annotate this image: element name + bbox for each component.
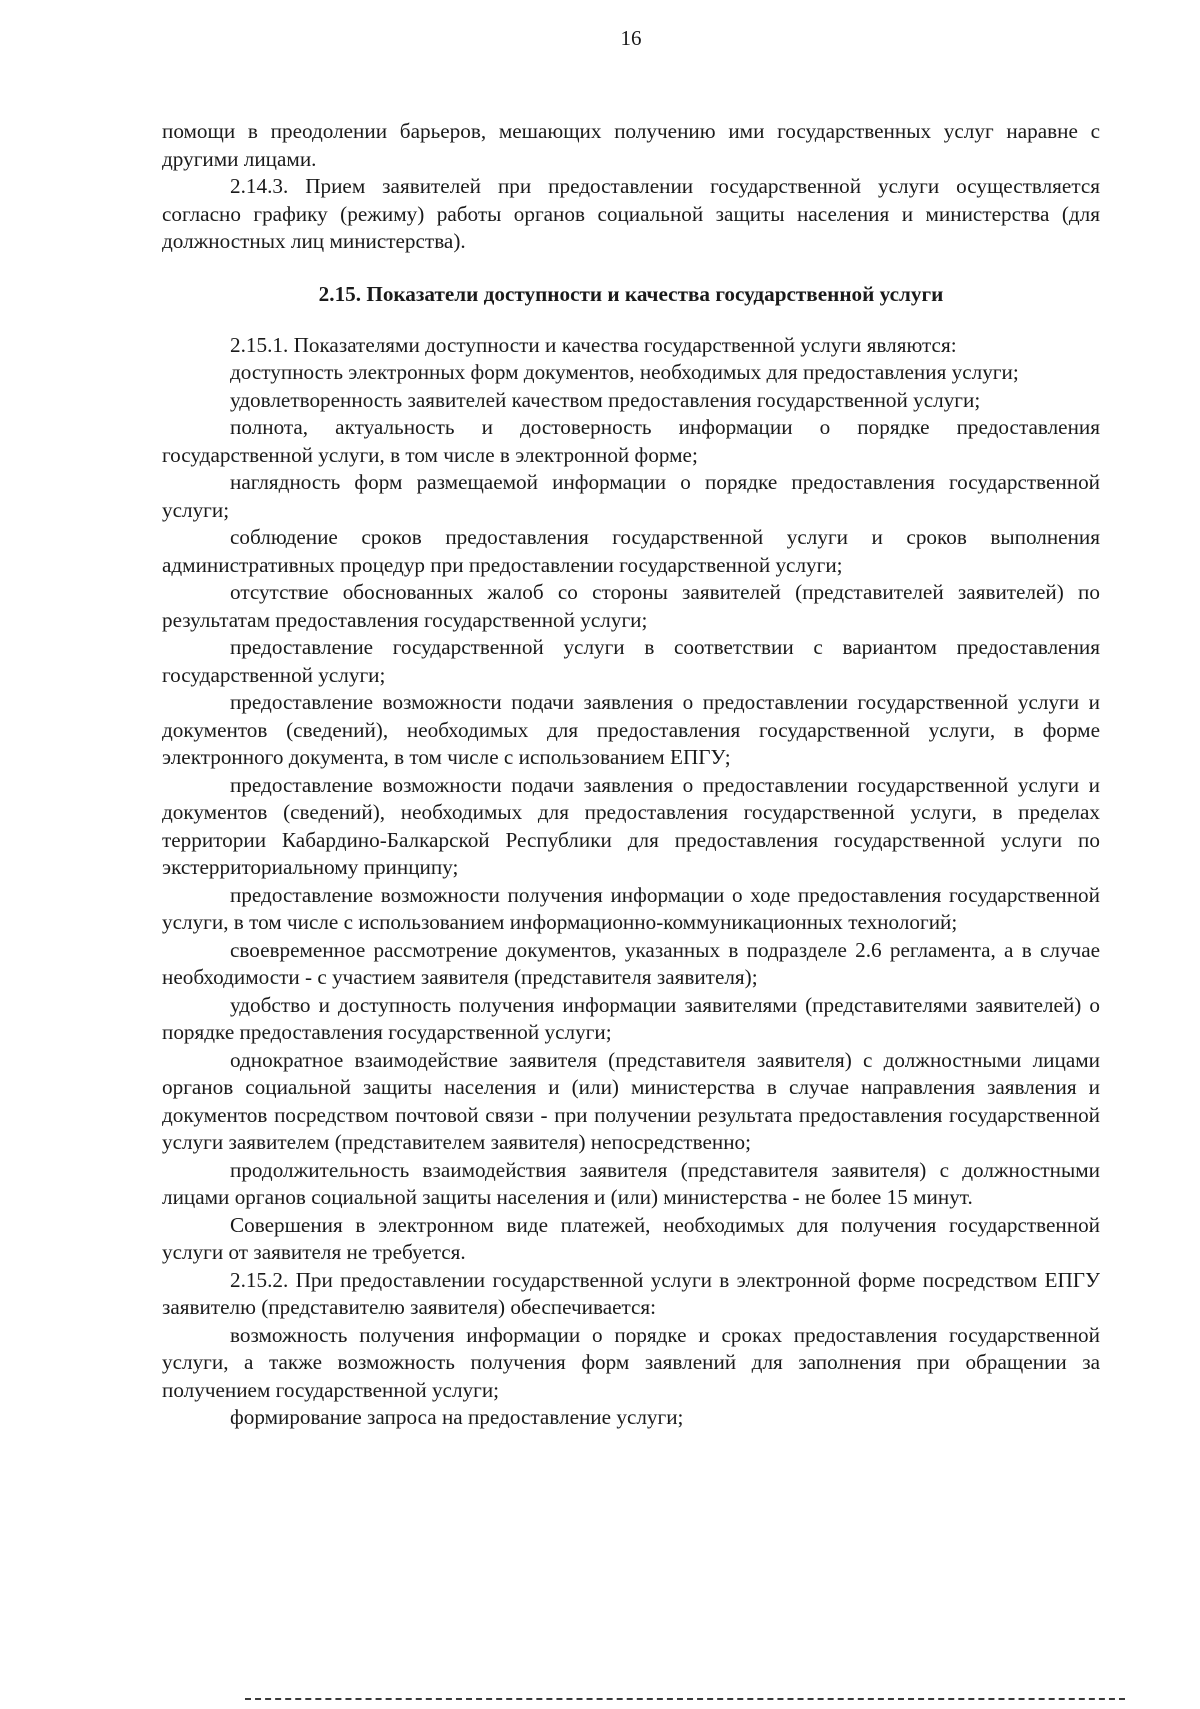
- paragraph: 2.14.3. Прием заявителей при предоставлении государственной услуги осуществляется согласно графику (режиму) работы органов социальной защиты населения и министерства (для должностных лиц министерства).: [162, 174, 1100, 253]
- section-heading: 2.15. Показатели доступности и качества государственной услуги: [318, 281, 944, 306]
- paragraph: своевременное рассмотрение документов, указанных в подразделе 2.6 регламента, а в случае необходимости - с участием заявителя (представителя заявителя);: [162, 937, 1100, 989]
- paragraph: удобство и доступность получения информации заявителями (представителями заявителей) о порядке предоставления государственной услуги;: [162, 992, 1100, 1044]
- paragraph: отсутствие обоснованных жалоб со стороны заявителей (представителей заявителей) по результатам предоставления государственной услуги;: [162, 580, 1100, 632]
- paragraph: соблюдение сроков предоставления государственной услуги и сроков выполнения административных процедур при предоставлении государственной услуги;: [162, 525, 1100, 577]
- scan-bottom-edge-line: [245, 1698, 1125, 1700]
- paragraph: помощи в преодолении барьеров, мешающих получению ими государственных услуг наравне с другими лицами.: [162, 119, 1100, 171]
- paragraph: полнота, актуальность и достоверность информации о порядке предоставления государственной услуги, в том числе в электронной форме;: [162, 415, 1100, 467]
- paragraph: доступность электронных форм документов, необходимых для предоставления услуги;: [230, 360, 1019, 384]
- paragraph: удовлетворенность заявителей качеством предоставления государственной услуги;: [230, 387, 981, 412]
- paragraph: продолжительность взаимодействия заявителя (представителя заявителя) с должностными лицами органов социальной защиты населения и (или) министерства - не более 15 минут.: [162, 1157, 1100, 1209]
- page-number: 16: [620, 26, 642, 50]
- paragraph: возможность получения информации о порядке и сроках предоставления государственной услуги, а также возможность получения форм заявлений для заполнения при обращении за получением государственной услуги;: [162, 1322, 1100, 1402]
- paragraph: наглядность форм размещаемой информации о порядке предоставления государственной услуги;: [162, 470, 1100, 522]
- paragraph: 2.15.2. При предоставлении государственной услуги в электронной форме посредством ЕПГУ заявителю (представителю заявителя) обеспечивается:: [162, 1267, 1100, 1319]
- paragraph: однократное взаимодействие заявителя (представителя заявителя) с должностными лицами органов социальной защиты населения и (или) министерства в случае направления заявления и документов посредством почтовой связи - при получении результата предоставления государственной услуги заявителем (представителем заявителя) непосредственно;: [162, 1047, 1100, 1154]
- paragraph: предоставление возможности подачи заявления о предоставлении государственной услуги и документов (сведений), необходимых для предоставления государственной услуги, в форме электронного документа, в том числе с использованием ЕПГУ;: [162, 690, 1100, 769]
- paragraph: формирование запроса на предоставление услуги;: [230, 1405, 684, 1429]
- paragraph: предоставление государственной услуги в соответствии с вариантом предоставления государственной услуги;: [162, 635, 1100, 687]
- paragraph: 2.15.1. Показателями доступности и качества государственной услуги являются:: [230, 332, 957, 357]
- document-body: [162, 118, 1100, 1432]
- paragraph: Совершения в электронном виде платежей, необходимых для получения государственной услуги от заявителя не требуется.: [162, 1212, 1100, 1264]
- paragraph: предоставление возможности подачи заявления о предоставлении государственной услуги и документов (сведений), необходимых для предоставления государственной услуги, в пределах территории Кабардино-Балкарской Республики для предоставления государственной услуги по экстерриториальному принципу;: [162, 772, 1100, 879]
- paragraph: предоставление возможности получения информации о ходе предоставления государственной услуги, в том числе с использованием информационно-коммуникационных технологий;: [162, 882, 1100, 934]
